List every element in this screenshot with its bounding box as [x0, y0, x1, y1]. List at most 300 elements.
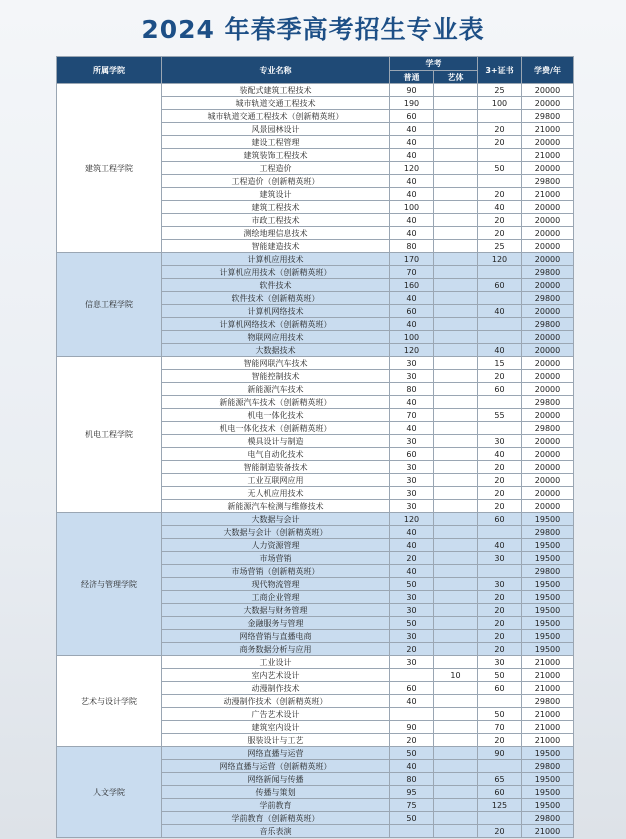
putong-cell: 40 — [390, 227, 434, 240]
major-cell: 计算机应用技术（创新精英班） — [162, 266, 390, 279]
major-cell: 动漫制作技术（创新精英班） — [162, 695, 390, 708]
yiti-cell — [434, 643, 478, 656]
fee-cell: 29800 — [522, 266, 574, 279]
major-cell: 智能建造技术 — [162, 240, 390, 253]
cert-cell: 50 — [478, 162, 522, 175]
major-cell: 学前教育 — [162, 799, 390, 812]
cert-cell: 20 — [478, 214, 522, 227]
yiti-cell — [434, 214, 478, 227]
putong-cell: 75 — [390, 799, 434, 812]
putong-cell: 30 — [390, 500, 434, 513]
major-cell: 城市轨道交通工程技术 — [162, 97, 390, 110]
dept-section — [57, 357, 574, 513]
major-cell: 网络营销与直播电商 — [162, 630, 390, 643]
fee-cell: 20000 — [522, 474, 574, 487]
major-cell: 市政工程技术 — [162, 214, 390, 227]
yiti-cell — [434, 110, 478, 123]
putong-cell: 50 — [390, 578, 434, 591]
fee-cell: 20000 — [522, 84, 574, 97]
yiti-cell — [434, 578, 478, 591]
fee-cell: 20000 — [522, 97, 574, 110]
major-cell: 建设工程管理 — [162, 136, 390, 149]
major-cell: 机电一体化技术（创新精英班） — [162, 422, 390, 435]
fee-cell: 20000 — [522, 383, 574, 396]
fee-cell: 20000 — [522, 305, 574, 318]
putong-cell: 40 — [390, 539, 434, 552]
cert-cell: 60 — [478, 786, 522, 799]
cert-cell: 25 — [478, 240, 522, 253]
major-cell: 传播与策划 — [162, 786, 390, 799]
yiti-cell — [434, 331, 478, 344]
yiti-cell — [434, 474, 478, 487]
cert-cell: 20 — [478, 617, 522, 630]
major-cell: 物联网应用技术 — [162, 331, 390, 344]
page-title: 2024 年春季高考招生专业表 — [141, 15, 485, 44]
putong-cell — [390, 825, 434, 838]
cert-cell: 20 — [478, 604, 522, 617]
fee-cell: 29800 — [522, 396, 574, 409]
yiti-cell — [434, 539, 478, 552]
putong-cell: 60 — [390, 110, 434, 123]
fee-cell: 19500 — [522, 591, 574, 604]
yiti-cell — [434, 357, 478, 370]
cert-cell: 40 — [478, 539, 522, 552]
cert-cell: 25 — [478, 84, 522, 97]
yiti-cell — [434, 656, 478, 669]
major-cell: 网络直播与运营 — [162, 747, 390, 760]
major-cell: 计算机网络技术（创新精英班） — [162, 318, 390, 331]
putong-cell: 40 — [390, 526, 434, 539]
putong-cell: 120 — [390, 162, 434, 175]
yiti-cell — [434, 734, 478, 747]
fee-cell: 21000 — [522, 669, 574, 682]
cert-cell — [478, 812, 522, 825]
yiti-cell — [434, 500, 478, 513]
major-cell: 工业互联网应用 — [162, 474, 390, 487]
yiti-cell — [434, 266, 478, 279]
major-cell: 风景园林设计 — [162, 123, 390, 136]
fee-cell: 20000 — [522, 227, 574, 240]
enrollment-table — [56, 56, 574, 838]
cert-cell: 90 — [478, 747, 522, 760]
putong-cell: 90 — [390, 721, 434, 734]
cert-cell: 20 — [478, 227, 522, 240]
fee-cell: 20000 — [522, 344, 574, 357]
cert-cell: 20 — [478, 825, 522, 838]
cert-cell: 60 — [478, 383, 522, 396]
fee-cell: 29800 — [522, 175, 574, 188]
cert-cell: 20 — [478, 136, 522, 149]
fee-cell: 21000 — [522, 123, 574, 136]
yiti-cell — [434, 461, 478, 474]
yiti-cell — [434, 565, 478, 578]
fee-cell: 21000 — [522, 149, 574, 162]
fee-cell: 19500 — [522, 643, 574, 656]
cert-cell: 30 — [478, 552, 522, 565]
putong-cell: 20 — [390, 552, 434, 565]
major-cell: 建筑设计 — [162, 188, 390, 201]
yiti-cell — [434, 344, 478, 357]
yiti-cell — [434, 708, 478, 721]
putong-cell: 30 — [390, 604, 434, 617]
cert-cell: 15 — [478, 357, 522, 370]
yiti-cell — [434, 227, 478, 240]
cert-cell: 30 — [478, 435, 522, 448]
major-cell: 现代物流管理 — [162, 578, 390, 591]
cert-cell: 20 — [478, 370, 522, 383]
putong-cell: 80 — [390, 773, 434, 786]
putong-cell: 170 — [390, 253, 434, 266]
yiti-cell — [434, 799, 478, 812]
cert-cell: 30 — [478, 578, 522, 591]
yiti-cell — [434, 318, 478, 331]
major-cell: 软件技术（创新精英班） — [162, 292, 390, 305]
dept-section — [57, 253, 574, 357]
putong-cell: 50 — [390, 617, 434, 630]
yiti-cell — [434, 409, 478, 422]
fee-cell: 20000 — [522, 253, 574, 266]
fee-cell: 20000 — [522, 370, 574, 383]
yiti-cell — [434, 812, 478, 825]
putong-cell — [390, 708, 434, 721]
cert-cell: 20 — [478, 591, 522, 604]
fee-cell: 19500 — [522, 747, 574, 760]
putong-cell: 20 — [390, 734, 434, 747]
major-cell: 工商企业管理 — [162, 591, 390, 604]
cert-cell: 60 — [478, 279, 522, 292]
putong-cell: 120 — [390, 344, 434, 357]
cert-cell — [478, 565, 522, 578]
header-dept: 所属学院 — [57, 57, 162, 84]
table-row — [57, 513, 574, 526]
cert-cell: 20 — [478, 474, 522, 487]
major-cell: 智能控制技术 — [162, 370, 390, 383]
cert-cell — [478, 292, 522, 305]
major-cell: 服装设计与工艺 — [162, 734, 390, 747]
major-cell: 城市轨道交通工程技术（创新精英班） — [162, 110, 390, 123]
cert-cell: 20 — [478, 123, 522, 136]
dept-cell: 人文学院 — [57, 747, 162, 838]
fee-cell: 29800 — [522, 318, 574, 331]
cert-cell: 20 — [478, 487, 522, 500]
yiti-cell — [434, 773, 478, 786]
yiti-cell — [434, 84, 478, 97]
yiti-cell — [434, 591, 478, 604]
putong-cell: 30 — [390, 461, 434, 474]
fee-cell: 20000 — [522, 214, 574, 227]
dept-section — [57, 84, 574, 253]
putong-cell: 30 — [390, 630, 434, 643]
cert-cell — [478, 695, 522, 708]
cert-cell: 100 — [478, 97, 522, 110]
yiti-cell — [434, 162, 478, 175]
cert-cell: 55 — [478, 409, 522, 422]
table-header — [57, 57, 574, 84]
putong-cell: 70 — [390, 266, 434, 279]
major-cell: 人力资源管理 — [162, 539, 390, 552]
putong-cell: 40 — [390, 214, 434, 227]
major-cell: 建筑工程技术 — [162, 201, 390, 214]
major-cell: 市场营销 — [162, 552, 390, 565]
cert-cell: 30 — [478, 656, 522, 669]
fee-cell: 29800 — [522, 292, 574, 305]
cert-cell: 20 — [478, 500, 522, 513]
fee-cell: 20000 — [522, 136, 574, 149]
dept-section — [57, 513, 574, 656]
major-cell: 市场营销（创新精英班） — [162, 565, 390, 578]
putong-cell: 30 — [390, 591, 434, 604]
table-row — [57, 357, 574, 370]
cert-cell: 50 — [478, 708, 522, 721]
fee-cell: 21000 — [522, 682, 574, 695]
cert-cell — [478, 110, 522, 123]
fee-cell: 21000 — [522, 721, 574, 734]
putong-cell: 60 — [390, 682, 434, 695]
yiti-cell — [434, 422, 478, 435]
major-cell: 电气自动化技术 — [162, 448, 390, 461]
cert-cell: 20 — [478, 734, 522, 747]
major-cell: 测绘地理信息技术 — [162, 227, 390, 240]
fee-cell: 29800 — [522, 760, 574, 773]
putong-cell: 50 — [390, 747, 434, 760]
yiti-cell — [434, 630, 478, 643]
fee-cell: 19500 — [522, 630, 574, 643]
yiti-cell — [434, 448, 478, 461]
cert-cell: 20 — [478, 630, 522, 643]
fee-cell: 21000 — [522, 708, 574, 721]
putong-cell: 20 — [390, 643, 434, 656]
cert-cell — [478, 396, 522, 409]
putong-cell: 50 — [390, 812, 434, 825]
major-cell: 音乐表演 — [162, 825, 390, 838]
yiti-cell — [434, 435, 478, 448]
major-cell: 计算机应用技术 — [162, 253, 390, 266]
yiti-cell — [434, 136, 478, 149]
fee-cell: 20000 — [522, 461, 574, 474]
yiti-cell — [434, 123, 478, 136]
putong-cell: 90 — [390, 84, 434, 97]
fee-cell: 29800 — [522, 565, 574, 578]
major-cell: 金融服务与管理 — [162, 617, 390, 630]
major-cell: 无人机应用技术 — [162, 487, 390, 500]
major-cell: 工程造价（创新精英班） — [162, 175, 390, 188]
yiti-cell — [434, 552, 478, 565]
putong-cell: 40 — [390, 292, 434, 305]
cert-cell — [478, 526, 522, 539]
putong-cell: 40 — [390, 695, 434, 708]
header-cert: 3+证书 — [478, 57, 522, 84]
putong-cell: 60 — [390, 305, 434, 318]
yiti-cell — [434, 97, 478, 110]
cert-cell: 70 — [478, 721, 522, 734]
fee-cell: 21000 — [522, 825, 574, 838]
yiti-cell — [434, 617, 478, 630]
fee-cell: 21000 — [522, 656, 574, 669]
fee-cell: 19500 — [522, 578, 574, 591]
cert-cell — [478, 422, 522, 435]
cert-cell: 50 — [478, 669, 522, 682]
fee-cell: 20000 — [522, 357, 574, 370]
dept-cell: 信息工程学院 — [57, 253, 162, 357]
dept-section — [57, 656, 574, 747]
cert-cell: 40 — [478, 448, 522, 461]
dept-cell: 艺术与设计学院 — [57, 656, 162, 747]
yiti-cell — [434, 760, 478, 773]
putong-cell: 40 — [390, 149, 434, 162]
putong-cell: 40 — [390, 175, 434, 188]
dept-cell: 建筑工程学院 — [57, 84, 162, 253]
fee-cell: 19500 — [522, 786, 574, 799]
yiti-cell — [434, 526, 478, 539]
cert-cell: 20 — [478, 188, 522, 201]
header-yiti: 艺体 — [434, 71, 478, 84]
fee-cell: 20000 — [522, 500, 574, 513]
major-cell: 智能制造装备技术 — [162, 461, 390, 474]
fee-cell: 20000 — [522, 240, 574, 253]
yiti-cell — [434, 721, 478, 734]
yiti-cell — [434, 292, 478, 305]
fee-cell: 19500 — [522, 617, 574, 630]
major-cell: 室内艺术设计 — [162, 669, 390, 682]
fee-cell: 20000 — [522, 201, 574, 214]
putong-cell: 40 — [390, 188, 434, 201]
major-cell: 工程造价 — [162, 162, 390, 175]
major-cell: 计算机网络技术 — [162, 305, 390, 318]
cert-cell: 40 — [478, 305, 522, 318]
major-cell: 智能网联汽车技术 — [162, 357, 390, 370]
putong-cell: 190 — [390, 97, 434, 110]
major-cell: 软件技术 — [162, 279, 390, 292]
fee-cell: 29800 — [522, 695, 574, 708]
putong-cell — [390, 669, 434, 682]
fee-cell: 19500 — [522, 539, 574, 552]
fee-cell: 21000 — [522, 734, 574, 747]
yiti-cell — [434, 747, 478, 760]
major-cell: 动漫制作技术 — [162, 682, 390, 695]
fee-cell: 20000 — [522, 448, 574, 461]
putong-cell: 70 — [390, 409, 434, 422]
yiti-cell — [434, 201, 478, 214]
cert-cell — [478, 149, 522, 162]
putong-cell: 30 — [390, 357, 434, 370]
major-cell: 商务数据分析与应用 — [162, 643, 390, 656]
putong-cell: 30 — [390, 435, 434, 448]
cert-cell: 60 — [478, 682, 522, 695]
header-plan: 学考 — [390, 57, 478, 71]
putong-cell: 60 — [390, 448, 434, 461]
fee-cell: 29800 — [522, 422, 574, 435]
dept-cell: 经济与管理学院 — [57, 513, 162, 656]
cert-cell — [478, 760, 522, 773]
yiti-cell — [434, 149, 478, 162]
table-row — [57, 656, 574, 669]
yiti-cell — [434, 305, 478, 318]
table-row — [57, 253, 574, 266]
cert-cell: 60 — [478, 513, 522, 526]
cert-cell: 20 — [478, 643, 522, 656]
major-cell: 新能源汽车检测与维修技术 — [162, 500, 390, 513]
major-cell: 模具设计与制造 — [162, 435, 390, 448]
fee-cell: 19500 — [522, 773, 574, 786]
putong-cell: 40 — [390, 318, 434, 331]
putong-cell: 30 — [390, 370, 434, 383]
putong-cell: 80 — [390, 383, 434, 396]
yiti-cell — [434, 279, 478, 292]
header-putong: 普通 — [390, 71, 434, 84]
cert-cell — [478, 175, 522, 188]
fee-cell: 20000 — [522, 487, 574, 500]
fee-cell: 19500 — [522, 552, 574, 565]
fee-cell: 21000 — [522, 188, 574, 201]
putong-cell: 95 — [390, 786, 434, 799]
table-row — [57, 747, 574, 760]
major-cell: 大数据技术 — [162, 344, 390, 357]
header-major: 专业名称 — [162, 57, 390, 84]
cert-cell — [478, 266, 522, 279]
yiti-cell — [434, 786, 478, 799]
major-cell: 装配式建筑工程技术 — [162, 84, 390, 97]
yiti-cell — [434, 253, 478, 266]
major-cell: 建筑室内设计 — [162, 721, 390, 734]
fee-cell: 19500 — [522, 799, 574, 812]
yiti-cell — [434, 240, 478, 253]
yiti-cell — [434, 825, 478, 838]
yiti-cell — [434, 188, 478, 201]
major-cell: 网络新闻与传播 — [162, 773, 390, 786]
dept-section — [57, 747, 574, 838]
putong-cell: 160 — [390, 279, 434, 292]
putong-cell: 40 — [390, 422, 434, 435]
major-cell: 新能源汽车技术（创新精英班） — [162, 396, 390, 409]
putong-cell: 40 — [390, 123, 434, 136]
fee-cell: 20000 — [522, 331, 574, 344]
fee-cell: 29800 — [522, 110, 574, 123]
major-cell: 网络直播与运营（创新精英班） — [162, 760, 390, 773]
putong-cell: 40 — [390, 396, 434, 409]
putong-cell: 40 — [390, 136, 434, 149]
yiti-cell — [434, 175, 478, 188]
major-cell: 大数据与会计（创新精英班） — [162, 526, 390, 539]
major-cell: 广告艺术设计 — [162, 708, 390, 721]
putong-cell: 40 — [390, 565, 434, 578]
major-cell: 大数据与财务管理 — [162, 604, 390, 617]
major-cell: 机电一体化技术 — [162, 409, 390, 422]
fee-cell: 29800 — [522, 526, 574, 539]
cert-cell: 120 — [478, 253, 522, 266]
header-fee: 学费/年 — [522, 57, 574, 84]
fee-cell: 20000 — [522, 409, 574, 422]
yiti-cell — [434, 513, 478, 526]
putong-cell: 100 — [390, 201, 434, 214]
yiti-cell — [434, 604, 478, 617]
fee-cell: 20000 — [522, 162, 574, 175]
dept-cell: 机电工程学院 — [57, 357, 162, 513]
yiti-cell: 10 — [434, 669, 478, 682]
cert-cell: 20 — [478, 461, 522, 474]
putong-cell: 100 — [390, 331, 434, 344]
yiti-cell — [434, 396, 478, 409]
cert-cell — [478, 318, 522, 331]
cert-cell: 40 — [478, 344, 522, 357]
major-cell: 工业设计 — [162, 656, 390, 669]
major-cell: 学前教育（创新精英班） — [162, 812, 390, 825]
cert-cell — [478, 331, 522, 344]
major-cell: 新能源汽车技术 — [162, 383, 390, 396]
major-cell: 建筑装饰工程技术 — [162, 149, 390, 162]
cert-cell: 65 — [478, 773, 522, 786]
cert-cell: 40 — [478, 201, 522, 214]
fee-cell: 19500 — [522, 513, 574, 526]
